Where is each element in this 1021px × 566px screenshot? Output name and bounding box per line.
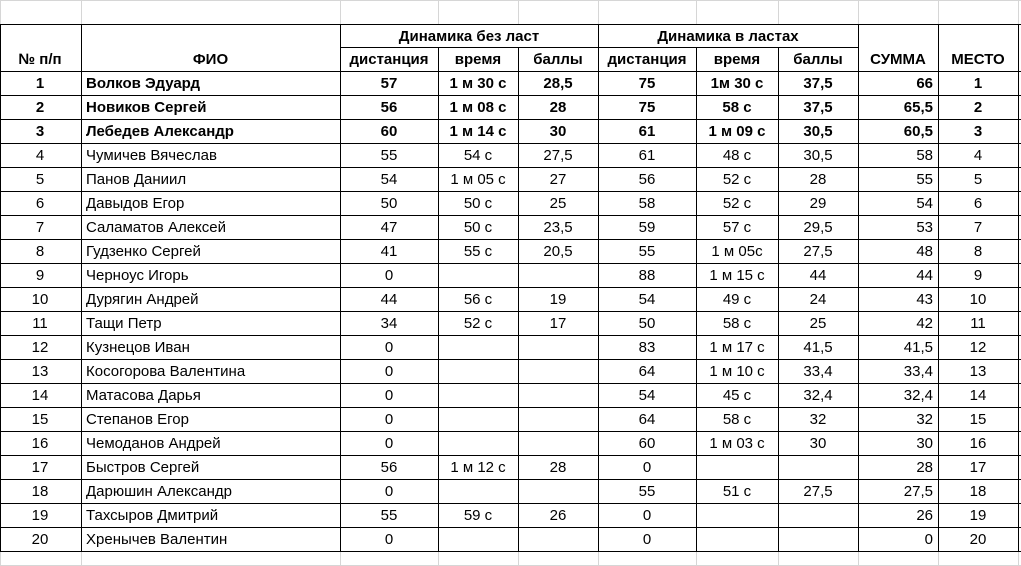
cell-number[interactable]: 8 <box>35 243 45 260</box>
cell-place[interactable]: 17 <box>969 459 987 476</box>
cell-points-no-fins[interactable] <box>519 432 597 455</box>
cell-sum[interactable]: 66 <box>916 75 933 92</box>
gridline-faint <box>518 0 519 24</box>
cell-sum[interactable]: 28 <box>916 459 933 476</box>
cell-distance-fins[interactable]: 58 <box>638 195 656 212</box>
cell-points-no-fins[interactable]: 26 <box>549 507 567 524</box>
table-border <box>0 551 1021 552</box>
gridline-faint <box>1018 0 1019 24</box>
cell-time-no-fins[interactable]: 50 с <box>463 195 493 212</box>
cell-distance-fins[interactable]: 56 <box>638 171 656 188</box>
cell-number[interactable]: 9 <box>35 267 45 284</box>
cell-sum[interactable]: 26 <box>916 507 933 524</box>
cell-distance-fins[interactable]: 0 <box>642 507 652 524</box>
cell-points-no-fins[interactable] <box>519 360 597 383</box>
cell-distance-fins[interactable]: 61 <box>638 147 656 164</box>
cell-time-fins[interactable]: 52 с <box>722 195 752 212</box>
cell-number[interactable]: 2 <box>35 99 45 116</box>
cell-fio[interactable]: Давыдов Егор <box>86 195 185 212</box>
cell-time-no-fins[interactable]: 52 с <box>463 315 493 332</box>
cell-distance-no-fins[interactable]: 0 <box>384 411 394 428</box>
cell-place[interactable]: 6 <box>973 195 983 212</box>
cell-distance-no-fins[interactable]: 47 <box>380 219 398 236</box>
cell-place[interactable]: 12 <box>969 339 987 356</box>
cell-distance-no-fins[interactable]: 0 <box>384 387 394 404</box>
cell-time-fins[interactable]: 1м 30 с <box>710 75 764 92</box>
cell-distance-fins[interactable]: 83 <box>638 339 656 356</box>
cell-points-no-fins[interactable]: 27 <box>549 171 567 188</box>
cell-distance-no-fins[interactable]: 44 <box>380 291 398 308</box>
gridline-faint <box>858 0 859 24</box>
header-time-no-fins[interactable]: время <box>454 51 502 68</box>
cell-time-fins[interactable]: 1 м 17 с <box>709 339 765 356</box>
cell-number[interactable]: 1 <box>35 75 45 92</box>
cell-points-fins[interactable]: 30,5 <box>803 147 833 164</box>
cell-time-no-fins[interactable]: 55 с <box>463 243 493 260</box>
cell-sum[interactable]: 55 <box>916 171 933 188</box>
cell-sum[interactable]: 27,5 <box>903 483 933 500</box>
cell-fio[interactable]: Волков Эдуард <box>86 75 200 92</box>
cell-time-fins[interactable]: 1 м 03 с <box>709 435 765 452</box>
cell-time-no-fins[interactable] <box>439 408 517 431</box>
cell-distance-fins[interactable]: 75 <box>638 99 656 116</box>
header-points-fins[interactable]: баллы <box>793 51 843 68</box>
cell-distance-no-fins[interactable]: 0 <box>384 339 394 356</box>
gridline-faint <box>1018 552 1019 566</box>
cell-time-no-fins[interactable]: 56 с <box>463 291 493 308</box>
gridline-faint <box>778 0 779 24</box>
cell-time-fins[interactable]: 52 с <box>722 171 752 188</box>
cell-distance-fins[interactable]: 55 <box>638 483 656 500</box>
cell-distance-fins[interactable]: 75 <box>638 75 656 92</box>
gridline-faint <box>438 0 439 24</box>
cell-points-fins[interactable]: 29 <box>809 195 827 212</box>
cell-number[interactable]: 20 <box>31 531 49 548</box>
cell-distance-no-fins[interactable]: 56 <box>380 459 398 476</box>
cell-time-no-fins[interactable]: 1 м 08 с <box>449 99 507 116</box>
gridline-faint <box>0 0 1 24</box>
cell-points-fins[interactable] <box>779 504 857 527</box>
cell-place[interactable]: 10 <box>969 291 987 308</box>
cell-number[interactable]: 12 <box>31 339 49 356</box>
cell-points-no-fins[interactable]: 28 <box>549 99 567 116</box>
cell-place[interactable]: 11 <box>970 315 986 332</box>
cell-distance-fins[interactable]: 0 <box>642 531 652 548</box>
cell-points-no-fins[interactable]: 25 <box>549 195 567 212</box>
cell-place[interactable]: 18 <box>969 483 987 500</box>
cell-fio[interactable]: Быстров Сергей <box>86 459 200 476</box>
cell-time-fins[interactable]: 45 с <box>722 387 752 404</box>
cell-number[interactable]: 13 <box>31 363 49 380</box>
cell-time-fins[interactable] <box>697 528 777 551</box>
cell-distance-no-fins[interactable]: 0 <box>384 531 394 548</box>
cell-time-no-fins[interactable] <box>439 264 517 287</box>
cell-fio[interactable]: Лебедев Александр <box>86 123 234 140</box>
cell-place[interactable]: 15 <box>969 411 987 428</box>
cell-points-fins[interactable]: 32,4 <box>803 387 833 404</box>
cell-points-fins[interactable]: 37,5 <box>803 99 833 116</box>
cell-sum[interactable]: 41,5 <box>903 339 933 356</box>
cell-number[interactable]: 18 <box>31 483 49 500</box>
cell-points-no-fins[interactable]: 27,5 <box>543 147 573 164</box>
header-distance-no-fins[interactable]: дистанция <box>349 51 429 68</box>
cell-points-no-fins[interactable]: 19 <box>549 291 567 308</box>
cell-points-no-fins[interactable]: 17 <box>549 315 567 332</box>
cell-time-no-fins[interactable] <box>439 528 517 551</box>
header-points-no-fins[interactable]: баллы <box>533 51 583 68</box>
cell-time-fins[interactable]: 1 м 15 с <box>709 267 765 284</box>
header-distance-fins[interactable]: дистанция <box>607 51 687 68</box>
header-fio[interactable]: ФИО <box>192 51 229 68</box>
cell-time-no-fins[interactable]: 1 м 05 с <box>450 171 506 188</box>
cell-place[interactable]: 2 <box>973 99 983 116</box>
cell-fio[interactable]: Дурягин Андрей <box>86 291 199 308</box>
cell-sum[interactable]: 54 <box>916 195 933 212</box>
header-sum[interactable]: СУММА <box>870 51 926 68</box>
gridline-faint <box>938 0 939 24</box>
header-place[interactable]: МЕСТО <box>951 51 1005 68</box>
cell-time-fins[interactable]: 57 с <box>722 219 752 236</box>
cell-fio[interactable]: Косогорова Валентина <box>86 363 246 380</box>
cell-number[interactable]: 10 <box>31 291 49 308</box>
cell-distance-fins[interactable]: 54 <box>638 387 656 404</box>
cell-time-no-fins[interactable] <box>439 384 517 407</box>
cell-sum[interactable]: 65,5 <box>903 99 933 116</box>
gridline-faint <box>696 0 697 24</box>
gridline-faint <box>518 552 519 566</box>
cell-points-fins[interactable]: 27,5 <box>803 243 833 260</box>
cell-points-no-fins[interactable] <box>519 480 597 503</box>
cell-distance-no-fins[interactable]: 34 <box>380 315 398 332</box>
cell-distance-fins[interactable]: 64 <box>638 411 656 428</box>
cell-fio[interactable]: Хренычев Валентин <box>86 531 228 548</box>
cell-place[interactable]: 19 <box>969 507 987 524</box>
cell-fio[interactable]: Чемоданов Андрей <box>86 435 221 452</box>
cell-fio[interactable]: Матасова Дарья <box>86 387 201 404</box>
cell-points-no-fins[interactable]: 23,5 <box>543 219 573 236</box>
header-time-fins[interactable]: время <box>713 51 761 68</box>
cell-time-fins[interactable]: 1 м 09 с <box>708 123 766 140</box>
cell-time-no-fins[interactable]: 50 с <box>463 219 493 236</box>
cell-points-fins[interactable]: 41,5 <box>803 339 833 356</box>
cell-fio[interactable]: Кузнецов Иван <box>86 339 190 356</box>
cell-distance-fins[interactable]: 59 <box>638 219 656 236</box>
gridline-faint <box>778 552 779 566</box>
table-border <box>1018 24 1019 552</box>
cell-place[interactable]: 14 <box>969 387 987 404</box>
cell-sum[interactable]: 30 <box>916 435 933 452</box>
cell-fio[interactable]: Степанов Егор <box>86 411 189 428</box>
cell-distance-no-fins[interactable]: 0 <box>384 267 394 284</box>
cell-distance-fins[interactable]: 54 <box>638 291 656 308</box>
cell-time-no-fins[interactable]: 1 м 12 с <box>450 459 506 476</box>
cell-distance-no-fins[interactable]: 57 <box>380 75 398 92</box>
cell-distance-no-fins[interactable]: 55 <box>380 147 398 164</box>
cell-points-no-fins[interactable]: 20,5 <box>543 243 573 260</box>
cell-number[interactable]: 5 <box>35 171 45 188</box>
cell-points-fins[interactable]: 44 <box>809 267 827 284</box>
cell-distance-no-fins[interactable]: 0 <box>384 483 394 500</box>
cell-number[interactable]: 11 <box>32 315 48 332</box>
cell-place[interactable]: 20 <box>969 531 987 548</box>
gridline-faint <box>598 0 599 24</box>
cell-time-fins[interactable]: 58 с <box>722 99 752 116</box>
cell-distance-no-fins[interactable]: 50 <box>380 195 398 212</box>
cell-number[interactable]: 7 <box>35 219 45 236</box>
cell-distance-fins[interactable]: 55 <box>638 243 656 260</box>
cell-number[interactable]: 17 <box>31 459 49 476</box>
cell-points-fins[interactable]: 27,5 <box>803 483 833 500</box>
cell-points-fins[interactable]: 37,5 <box>803 75 833 92</box>
cell-distance-no-fins[interactable]: 54 <box>380 171 398 188</box>
cell-time-fins[interactable] <box>697 504 777 527</box>
cell-fio[interactable]: Черноус Игорь <box>86 267 189 284</box>
cell-distance-no-fins[interactable]: 60 <box>380 123 398 140</box>
gridline-faint <box>0 552 1 566</box>
cell-time-fins[interactable]: 51 с <box>722 483 752 500</box>
gridline-faint <box>938 552 939 566</box>
cell-points-fins[interactable]: 30,5 <box>803 123 833 140</box>
cell-points-no-fins[interactable] <box>519 336 597 359</box>
gridline-faint <box>696 552 697 566</box>
cell-number[interactable]: 4 <box>35 147 45 164</box>
cell-time-no-fins[interactable] <box>439 432 517 455</box>
gridline-faint <box>598 552 599 566</box>
cell-fio[interactable]: Тащи Петр <box>86 315 162 332</box>
cell-fio[interactable]: Дарюшин Александр <box>86 483 233 500</box>
gridline-faint <box>81 552 82 566</box>
cell-fio[interactable]: Новиков Сергей <box>86 99 207 116</box>
cell-points-no-fins[interactable]: 28,5 <box>543 75 573 92</box>
cell-points-no-fins[interactable]: 30 <box>549 123 567 140</box>
cell-sum[interactable]: 33,4 <box>903 363 933 380</box>
cell-time-no-fins[interactable] <box>439 480 517 503</box>
cell-points-fins[interactable]: 29,5 <box>803 219 833 236</box>
gridline-faint <box>858 552 859 566</box>
cell-points-fins[interactable]: 25 <box>809 315 827 332</box>
gridline-faint <box>438 552 439 566</box>
cell-sum[interactable]: 0 <box>924 531 933 548</box>
cell-points-fins[interactable]: 30 <box>809 435 827 452</box>
cell-time-fins[interactable] <box>697 456 777 479</box>
cell-fio[interactable]: Тахсыров Дмитрий <box>86 507 219 524</box>
cell-sum[interactable]: 43 <box>916 291 933 308</box>
header-group-fins[interactable]: Динамика в ластах <box>657 28 799 45</box>
cell-distance-no-fins[interactable]: 55 <box>380 507 398 524</box>
cell-time-no-fins[interactable]: 59 с <box>463 507 493 524</box>
cell-place[interactable]: 9 <box>973 267 983 284</box>
gridline-faint <box>81 0 82 24</box>
gridline-faint <box>340 0 341 24</box>
cell-points-no-fins[interactable]: 28 <box>549 459 567 476</box>
cell-points-fins[interactable] <box>779 456 857 479</box>
cell-points-no-fins[interactable] <box>519 384 597 407</box>
cell-sum[interactable]: 48 <box>916 243 933 260</box>
header-group-no-fins[interactable]: Динамика без ласт <box>398 28 540 45</box>
cell-distance-no-fins[interactable]: 41 <box>380 243 398 260</box>
cell-number[interactable]: 14 <box>31 387 49 404</box>
cell-distance-no-fins[interactable]: 56 <box>380 99 398 116</box>
cell-points-no-fins[interactable] <box>519 264 597 287</box>
cell-place[interactable]: 16 <box>969 435 987 452</box>
cell-place[interactable]: 13 <box>969 363 987 380</box>
cell-place[interactable]: 5 <box>973 171 983 188</box>
cell-time-no-fins[interactable] <box>439 336 517 359</box>
gridline-faint <box>0 0 1021 1</box>
cell-points-no-fins[interactable] <box>519 408 597 431</box>
cell-sum[interactable]: 58 <box>916 147 933 164</box>
cell-distance-no-fins[interactable]: 0 <box>384 435 394 452</box>
cell-time-no-fins[interactable] <box>439 360 517 383</box>
cell-fio[interactable]: Гудзенко Сергей <box>86 243 201 260</box>
cell-number[interactable]: 3 <box>35 123 45 140</box>
cell-number[interactable]: 15 <box>31 411 49 428</box>
cell-time-fins[interactable]: 58 с <box>722 411 752 428</box>
gridline-faint <box>340 552 341 566</box>
cell-points-fins[interactable] <box>779 528 857 551</box>
cell-time-no-fins[interactable]: 1 м 14 с <box>449 123 507 140</box>
cell-place[interactable]: 4 <box>973 147 983 164</box>
cell-distance-fins[interactable]: 64 <box>638 363 656 380</box>
cell-points-fins[interactable]: 33,4 <box>803 363 833 380</box>
cell-time-no-fins[interactable]: 1 м 30 с <box>449 75 507 92</box>
cell-number[interactable]: 16 <box>31 435 49 452</box>
cell-sum[interactable]: 32 <box>916 411 933 428</box>
cell-sum[interactable]: 44 <box>916 267 933 284</box>
cell-time-no-fins[interactable]: 54 с <box>463 147 493 164</box>
cell-time-fins[interactable]: 1 м 10 с <box>709 363 765 380</box>
cell-fio[interactable]: Саламатов Алексей <box>86 219 226 236</box>
cell-time-fins[interactable]: 48 с <box>722 147 752 164</box>
cell-place[interactable]: 7 <box>973 219 983 236</box>
cell-fio[interactable]: Чумичев Вячеслав <box>86 147 217 164</box>
cell-distance-fins[interactable]: 88 <box>638 267 656 284</box>
cell-points-fins[interactable]: 28 <box>809 171 827 188</box>
cell-distance-fins[interactable]: 50 <box>638 315 656 332</box>
cell-time-fins[interactable]: 49 с <box>722 291 752 308</box>
cell-distance-fins[interactable]: 0 <box>642 459 652 476</box>
cell-distance-fins[interactable]: 61 <box>638 123 656 140</box>
cell-points-fins[interactable]: 24 <box>809 291 827 308</box>
cell-place[interactable]: 1 <box>973 75 983 92</box>
cell-sum[interactable]: 32,4 <box>903 387 933 404</box>
cell-sum[interactable]: 53 <box>916 219 933 236</box>
header-number[interactable]: № п/п <box>18 51 62 68</box>
cell-place[interactable]: 8 <box>973 243 983 260</box>
cell-place[interactable]: 3 <box>973 123 983 140</box>
cell-number[interactable]: 19 <box>31 507 49 524</box>
cell-time-fins[interactable]: 1 м 05с <box>711 243 763 260</box>
cell-fio[interactable]: Панов Даниил <box>86 171 187 188</box>
cell-number[interactable]: 6 <box>35 195 45 212</box>
cell-sum[interactable]: 42 <box>916 315 933 332</box>
cell-distance-fins[interactable]: 60 <box>638 435 656 452</box>
cell-points-fins[interactable]: 32 <box>809 411 827 428</box>
cell-points-no-fins[interactable] <box>519 528 597 551</box>
cell-distance-no-fins[interactable]: 0 <box>384 363 394 380</box>
cell-time-fins[interactable]: 58 с <box>722 315 752 332</box>
cell-sum[interactable]: 60,5 <box>903 123 933 140</box>
